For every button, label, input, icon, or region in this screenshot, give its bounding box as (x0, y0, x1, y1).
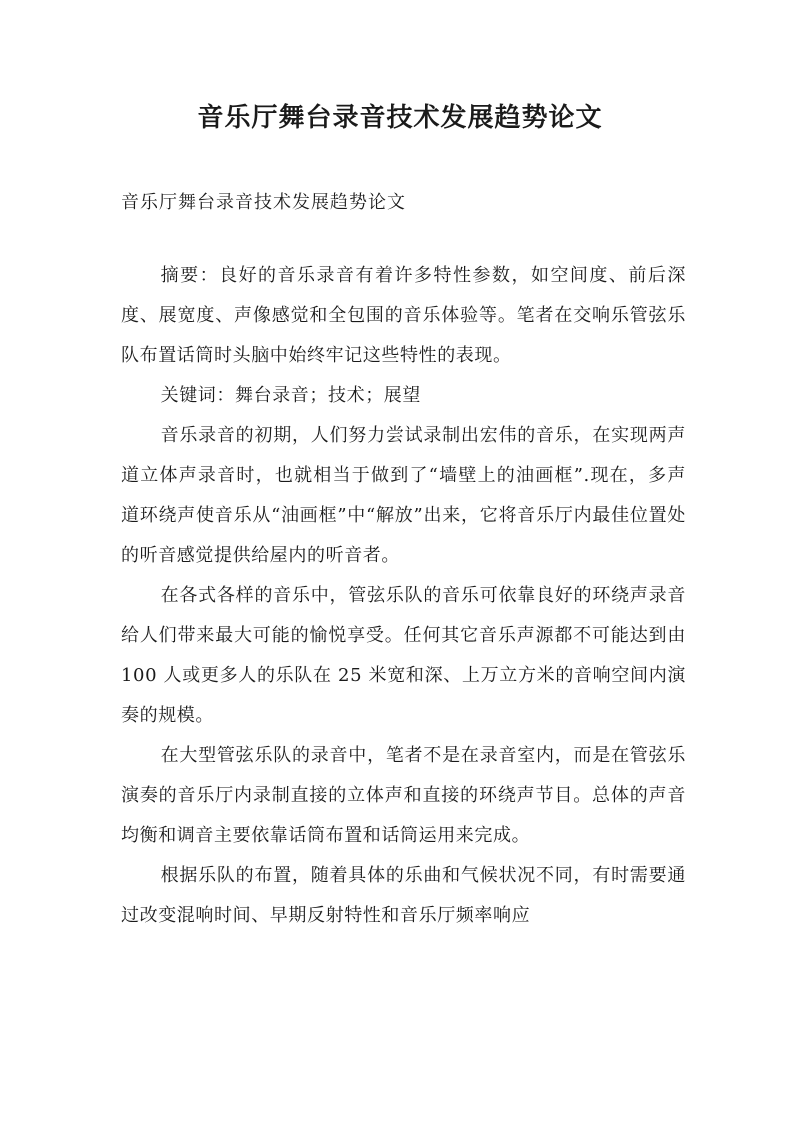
document-title: 音乐厅舞台录音技术发展趋势论文 (197, 103, 603, 133)
abstract-paragraph: 摘要：良好的音乐录音有着许多特性参数，如空间度、前后深度、展宽度、声像感觉和全包围的音乐体验等。笔者在交响乐管弦乐队布置话筒时头脑中始终牢记这些特性的表现。 (121, 265, 686, 366)
keywords-paragraph: 关键词：舞台录音；技术；展望 (160, 385, 421, 406)
body-paragraph: 在各式各样的音乐中，管弦乐队的音乐可依靠良好的环绕声录音给人们带来最大可能的愉悦享受。任何其它音乐声源都不可能达到由 100 人或更多人的乐队在 25 米宽和深、上万立方米的音响空间内演奏的规模。 (121, 585, 686, 726)
body-paragraph: 音乐录音的初期，人们努力尝试录制出宏伟的音乐，在实现两声道立体声录音时，也就相当于做到了“墙壁上的油画框”.现在，多声道环绕声使音乐从“油画框”中“解放”出来，它将音乐厅内最佳位置处的听音感觉提供给屋内的听音者。 (121, 425, 686, 566)
body-paragraph: 根据乐队的布置，随着具体的乐曲和气候状况不同，有时需要通过改变混响时间、早期反射特性和音乐厅频率响应 (121, 865, 686, 926)
document-body (121, 256, 686, 936)
body-paragraph: 在大型管弦乐队的录音中，笔者不是在录音室内，而是在管弦乐演奏的音乐厅内录制直接的立体声和直接的环绕声节目。总体的声音均衡和调音主要依靠话筒布置和话筒运用来完成。 (121, 745, 686, 846)
document-subtitle: 音乐厅舞台录音技术发展趋势论文 (121, 192, 406, 213)
